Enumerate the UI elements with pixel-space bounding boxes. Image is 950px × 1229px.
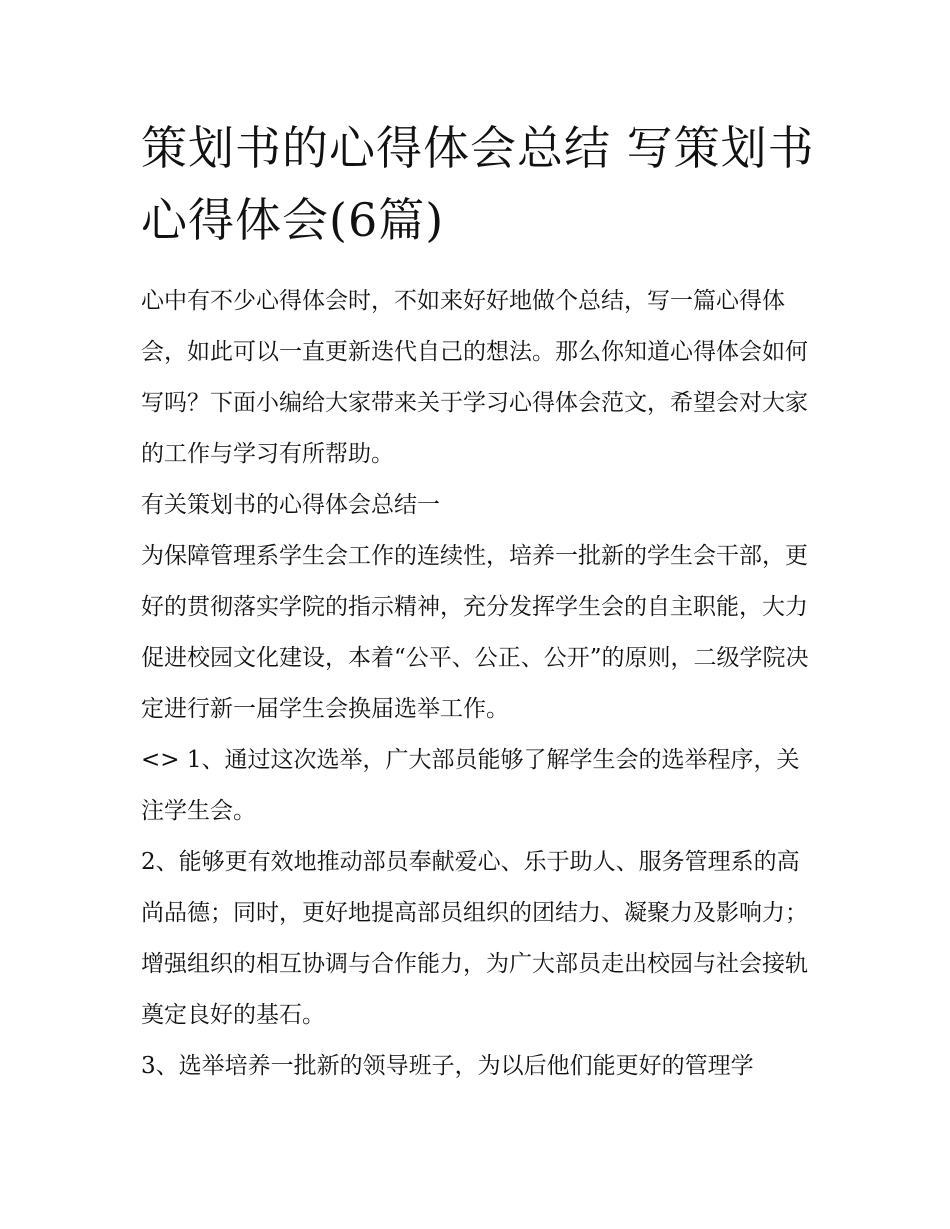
list-item-3: 3、选举培养一批新的领导班子，为以后他们能更好的管理学 bbox=[141, 1053, 754, 1079]
list-item-1: <> 1、通过这次选举，广大部员能够了解学生会的选举程序，关注学生会。 bbox=[141, 747, 800, 824]
document-page bbox=[141, 112, 821, 1092]
section-heading: 有关策划书的心得体会总结一 bbox=[141, 492, 440, 518]
body-paragraph: 为保障管理系学生会工作的连续性，培养一批新的学生会干部，更好的贯彻落实学院的指示精神，充分发挥学生会的自主职能，大力促进校园文化建设，本着“公平、公正、公开”的原则，二级学院决定进行新一届学生会换届选举工作。 bbox=[141, 543, 809, 722]
list-item-2: 2、能够更有效地推动部员奉献爱心、乐于助人、服务管理系的高尚品德；同时，更好地提高部员组织的团结力、凝聚力及影响力；增强组织的相互协调与合作能力，为广大部员走出校园与社会接轨奠定良好的基石。 bbox=[141, 849, 808, 1028]
intro-paragraph: 心中有不少心得体会时，不如来好好地做个总结，写一篇心得体会，如此可以一直更新迭代自己的想法。那么你知道心得体会如何写吗？下面小编给大家带来关于学习心得体会范文，希望会对大家的工作与学习有所帮助。 bbox=[141, 288, 808, 467]
document-title: 策划书的心得体会总结 写策划书心得体会(6篇) bbox=[141, 121, 815, 247]
